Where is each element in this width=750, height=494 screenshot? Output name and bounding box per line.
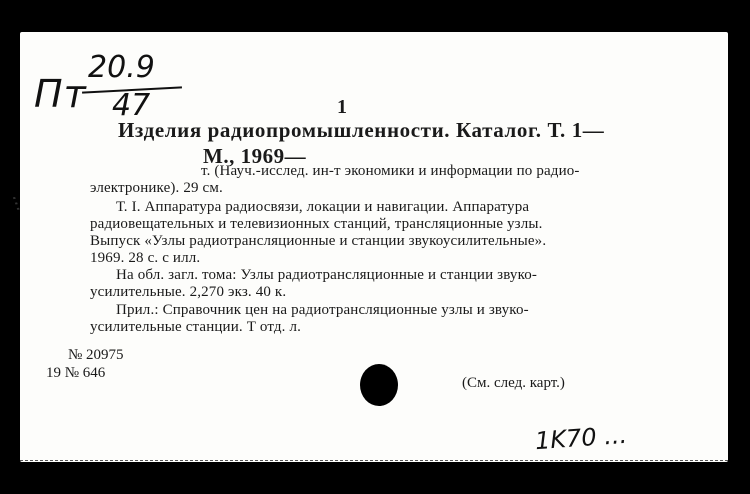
card-bottom-edge xyxy=(20,460,728,462)
shelfmark-numerator: 20.9 xyxy=(88,50,155,85)
title-line-1: Изделия радиопромышленности. Каталог. Т. 1— xyxy=(118,118,605,142)
body-line: Т. I. Аппаратура радиосвязи, локации и навигации. Аппаратура xyxy=(116,199,530,215)
body-line: радиовещательных и телевизионных станций, трансляционные узлы. xyxy=(90,216,543,232)
catalog-card xyxy=(7,32,728,462)
body-line: Выпуск «Узлы радиотрансляционные и станции звукоусилительные». xyxy=(90,233,547,249)
body-line: т. (Науч.-исслед. ин-т экономики и информации по радио- xyxy=(201,163,580,179)
body-line: электронике). 29 см. xyxy=(90,180,223,196)
shelfmark-denominator: 47 xyxy=(112,88,151,123)
card-number: 1 xyxy=(337,96,347,118)
registration-number: 19 № 646 xyxy=(46,365,106,381)
body-line: На обл. загл. тома: Узлы радиотрансляционные и станции звуко- xyxy=(116,267,538,283)
continued-note: (См. след. карт.) xyxy=(462,375,565,391)
body-line: усилительные. 2,270 экз. 40 к. xyxy=(90,284,287,300)
card-punch-hole xyxy=(360,364,398,406)
shelfmark-prefix: Пт xyxy=(34,72,87,116)
title-line-2: М., 1969— xyxy=(203,144,307,168)
body-line: усилительные станции. Т отд. л. xyxy=(90,319,302,335)
body-line: 1969. 28 с. с илл. xyxy=(90,250,201,266)
body-line: Прил.: Справочник цен на радиотрансляционные узлы и звуко- xyxy=(116,302,529,318)
margin-scribble: ... xyxy=(7,190,34,215)
registration-number: № 20975 xyxy=(68,347,124,363)
handwritten-note: 1K70 ... xyxy=(534,420,628,456)
